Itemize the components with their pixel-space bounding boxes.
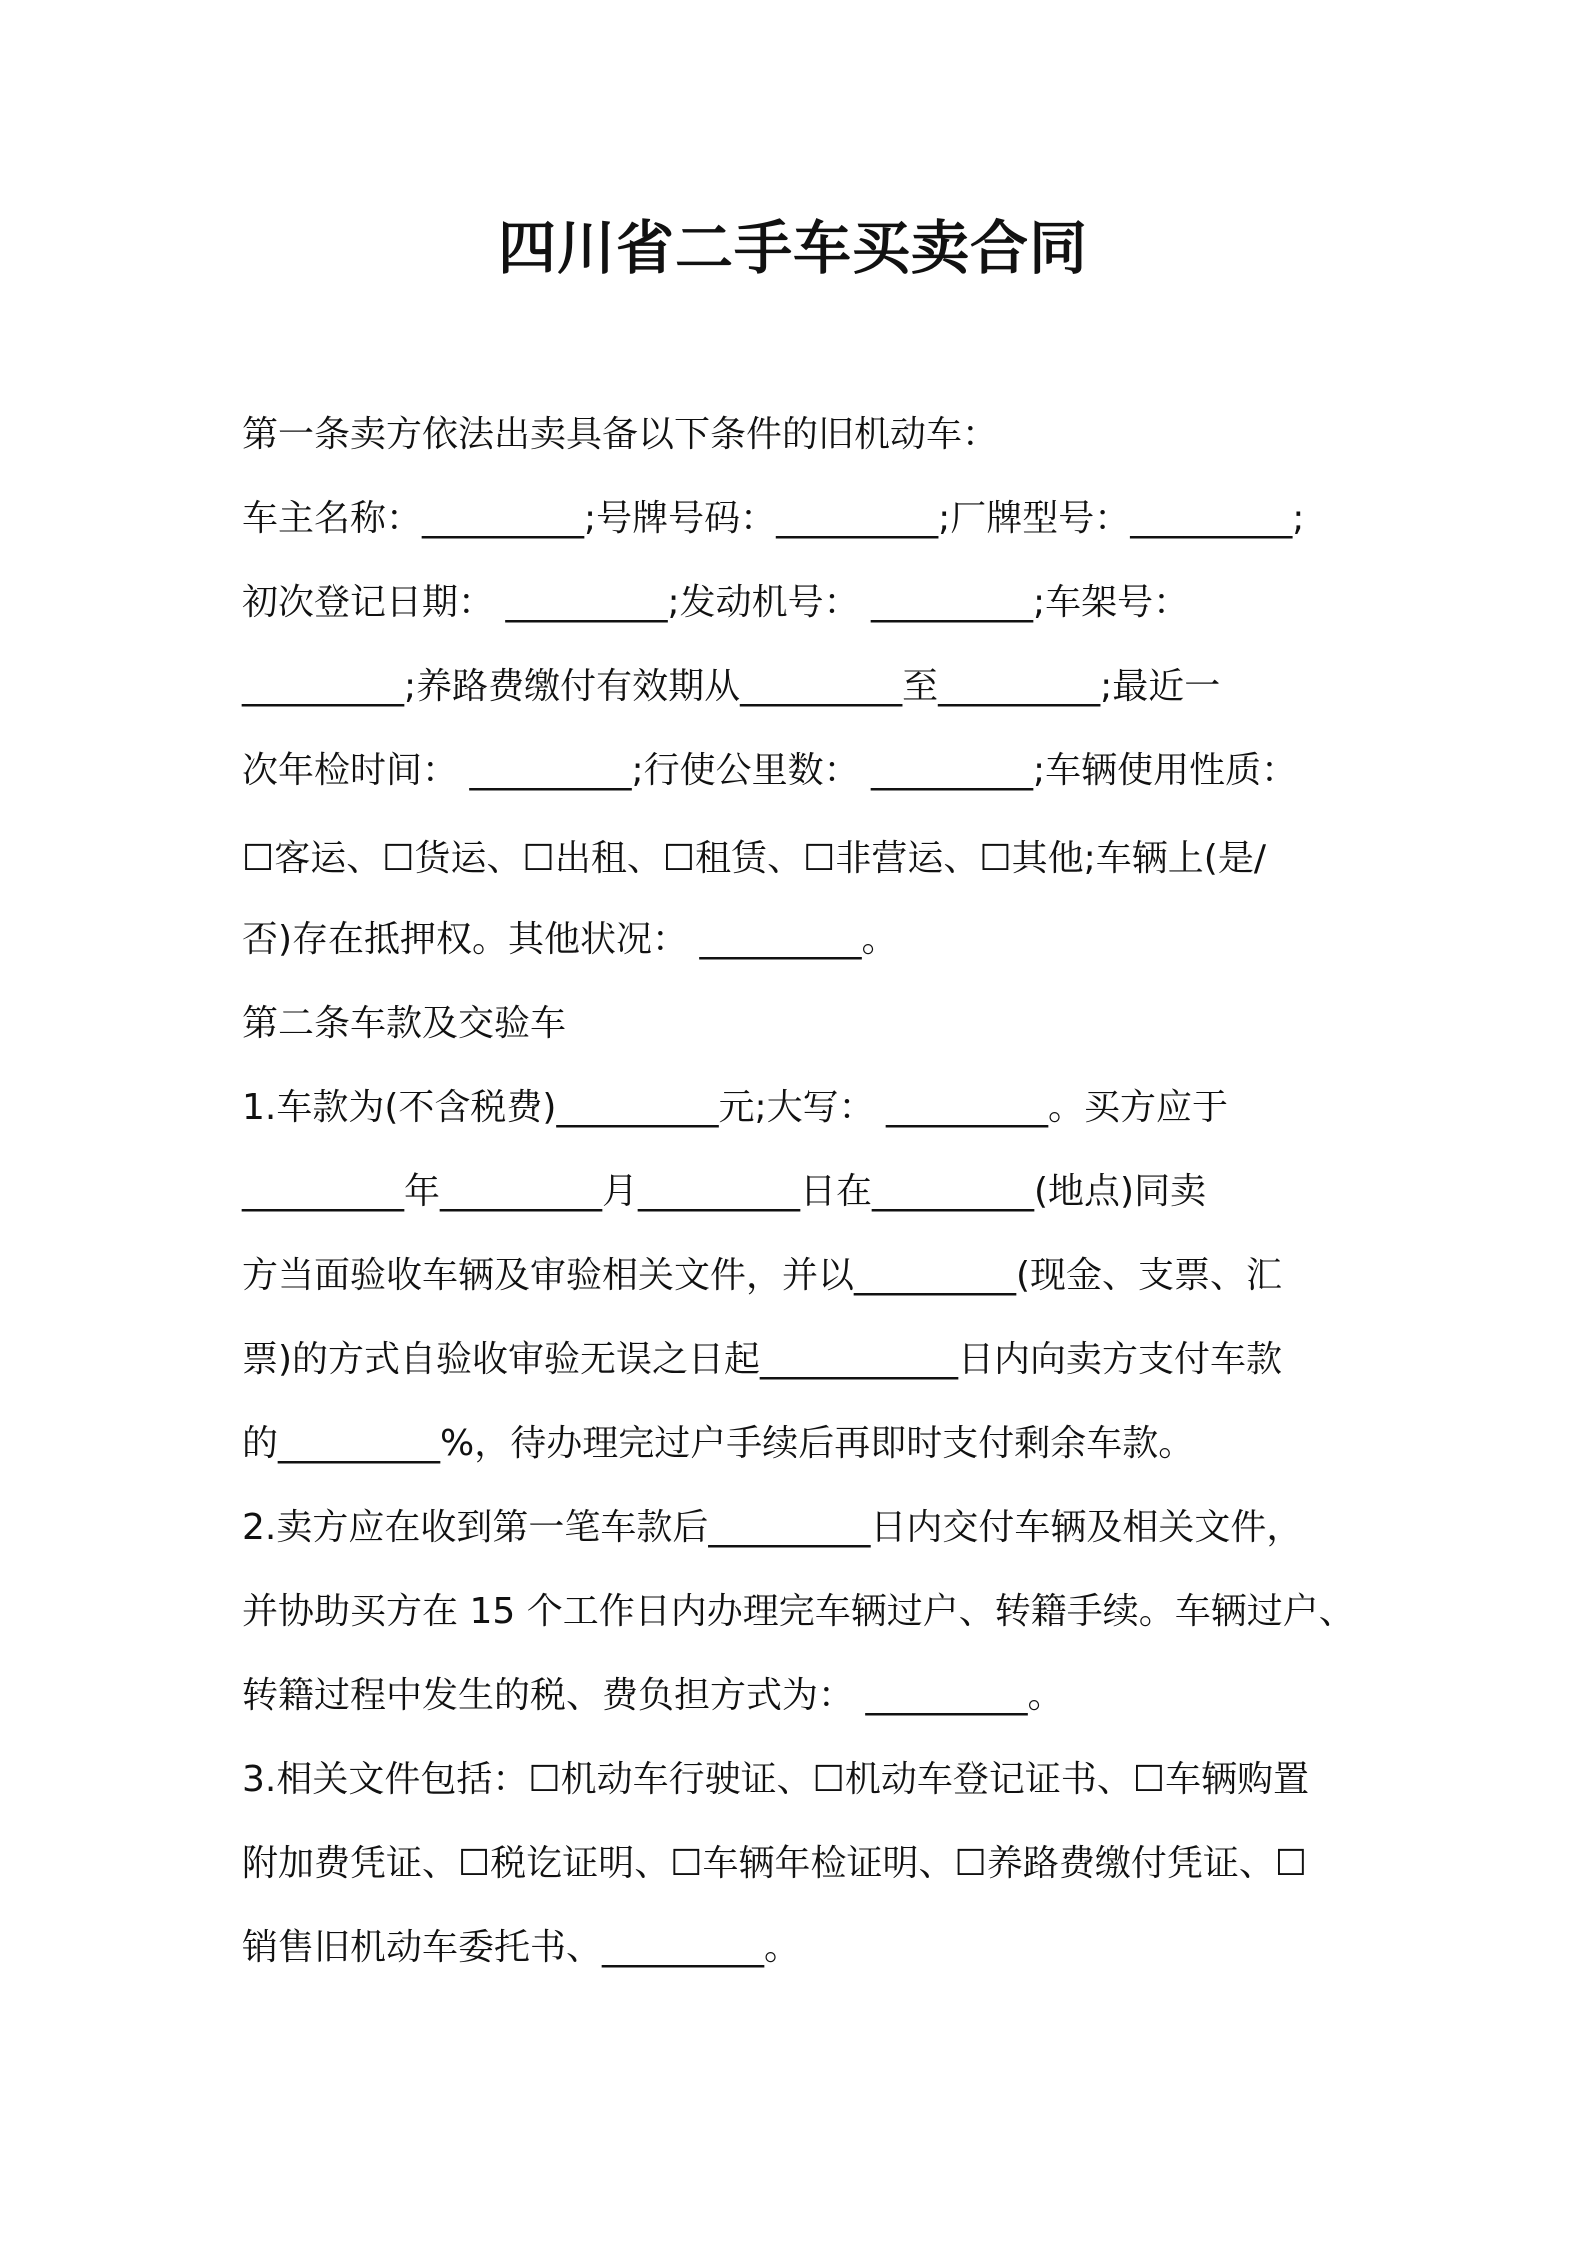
body-line-17: 3.相关文件包括：☐机动车行驶证、☐机动车登记证书、☐车辆购置 <box>242 1759 1310 1800</box>
body-line-2: 车主名称：_________;号牌号码：_________;厂牌型号：_________; <box>242 498 1305 539</box>
body-line-15: 并协助买方在 15 个工作日内办理完车辆过户、转籍手续。车辆过户、 <box>242 1591 1355 1632</box>
document-title: 四川省二手车买卖合同 <box>497 214 1088 282</box>
body-line-5: 次年检时间： _________;行使公里数： _________;车辆使用性质： <box>242 750 1298 791</box>
body-line-4: _________;养路费缴付有效期从_________至_________;最近一 <box>242 666 1221 707</box>
body-line-6: ☐客运、☐货运、☐出租、☐租赁、☐非营运、☐其他;车辆上(是/ <box>242 838 1266 879</box>
body-line-10: _________年_________月_________日在_________(地点)同卖 <box>242 1171 1207 1212</box>
body-line-11: 方当面验收车辆及审验相关文件，并以_________(现金、支票、汇 <box>242 1255 1283 1296</box>
body-line-9: 1.车款为(不含税费)_________元;大写： _________。买方应于 <box>242 1087 1229 1128</box>
body-line-12: 票)的方式自验收审验无误之日起___________日内向卖方支付车款 <box>242 1339 1283 1380</box>
body-line-1: 第一条卖方依法出卖具备以下条件的旧机动车： <box>242 414 999 455</box>
body-line-3: 初次登记日期： _________;发动机号： _________;车架号： <box>242 582 1190 623</box>
article-heading-2: 第二条车款及交验车 <box>242 1003 567 1044</box>
body-line-19: 销售旧机动车委托书、_________。 <box>242 1927 801 1968</box>
body-line-14: 2.卖方应在收到第一笔车款后_________日内交付车辆及相关文件， <box>242 1507 1303 1548</box>
body-line-7: 否)存在抵押权。其他状况： _________。 <box>242 919 898 960</box>
body-line-18: 附加费凭证、☐税讫证明、☐车辆年检证明、☐养路费缴付凭证、☐ <box>242 1843 1308 1884</box>
body-line-16: 转籍过程中发生的税、费负担方式为： _________。 <box>242 1675 1064 1716</box>
body-line-13: 的_________%，待办理完过户手续后再即时支付剩余车款。 <box>242 1423 1195 1464</box>
